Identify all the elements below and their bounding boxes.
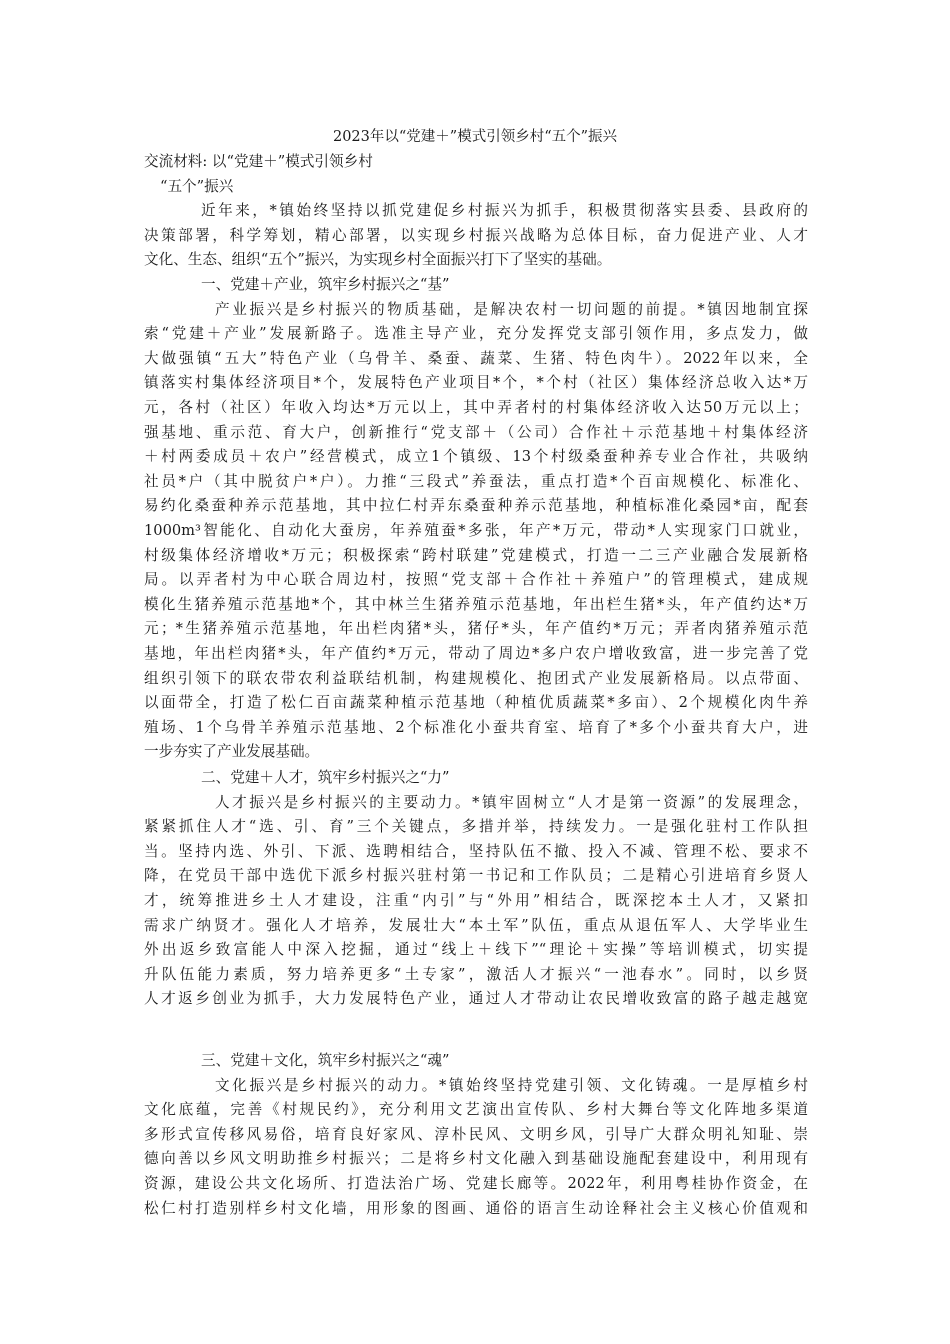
section-1-line: 局。以弄者村为中心联合周边村，按照“党支部＋合作社＋养殖户”的管理模式，建成规 bbox=[144, 571, 808, 589]
section-3-heading: 三、党建＋文化，筑牢乡村振兴之“魂” bbox=[201, 1052, 450, 1069]
section-3-line: 文化底蕴，完善《村规民约》，充分利用文艺演出宣传队、乡村大舞台等文化阵地多渠道 bbox=[144, 1101, 808, 1119]
section-3-line: 文化振兴是乡村振兴的动力。*镇始终坚持党建引领、文化铸魂。一是厚植乡村 bbox=[215, 1076, 808, 1094]
section-1-line: 元，各村（社区）年收入均达*万元以上，其中弄者村的村集体经济收入达50万元以上； bbox=[144, 398, 808, 416]
intro-label-line-1: 交流材料: 以“党建＋”模式引领乡村 bbox=[144, 153, 373, 170]
section-1-line: 模化生猪养殖示范基地*个，其中林兰生猪养殖示范基地，年出栏生猪*头，年产值约达*万 bbox=[144, 595, 808, 613]
section-1-line: ＋村两委成员＋农户”经营模式，成立1个镇级、13个村级桑蚕种养专业合作社，共吸纳 bbox=[144, 448, 808, 466]
section-1-line: 殖场、1个乌骨羊养殖示范基地、2个标准化小蚕共育室、培育了*多个小蚕共育大户，进 bbox=[144, 718, 808, 736]
section-1-line: 索“党建＋产业”发展新路子。选准主导产业，充分发挥党支部引领作用，多点发力，做 bbox=[144, 325, 808, 343]
section-2-line: 需求广纳贤才。强化人才培养，发展壮大“本土军”队伍，重点从退伍军人、大学毕业生 bbox=[144, 916, 808, 934]
section-3-line: 松仁村打造别样乡村文化墙，用形象的图画、通俗的语言生动诠释社会主义核心价值观和 bbox=[144, 1199, 808, 1217]
intro-paragraph-line: 决策部署，科学筹划，精心部署，以实现乡村振兴战略为总体目标，奋力促进产业、人才 bbox=[144, 226, 808, 244]
section-2-line: 外出返乡致富能人中深入挖掘，通过“线上＋线下”“理论＋实操”等培训模式，切实提 bbox=[144, 941, 808, 959]
section-3-line: 多形式宣传移风易俗，培育良好家风、淳朴民风、文明乡风，引导广大群众明礼知耻、崇 bbox=[144, 1125, 808, 1143]
section-1-line: 社员*户（其中脱贫户*户）。力推“三段式”养蚕法，重点打造*个百亩规模化、标准化、 bbox=[144, 472, 808, 490]
section-2-line: 紧紧抓住人才“选、引、育”三个关键点，多措并举，持续发力。一是强化驻村工作队担 bbox=[144, 818, 808, 836]
section-2-line: 人才振兴是乡村振兴的主要动力。*镇牢固树立“人才是第一资源”的发展理念， bbox=[215, 793, 808, 811]
section-1-line: 大做强镇“五大”特色产业（乌骨羊、桑蚕、蔬菜、生猪、特色肉牛）。2022年以来，全 bbox=[144, 349, 808, 367]
section-1-line: 基地，年出栏肉猪*头，年产值约*万元，带动了周边*多户农户增收致富，进一步完善了党 bbox=[144, 644, 808, 662]
section-1-line: 易约化桑蚕种养示范基地，其中拉仁村弄东桑蚕种养示范基地，种植标准化桑园*亩，配套 bbox=[144, 497, 808, 515]
section-3-line: 德向善以乡风文明助推乡村振兴；二是将乡村文化融入到基础设施配套建设中，利用现有 bbox=[144, 1150, 808, 1168]
section-2-line: 降，在党员干部中选优下派乡村振兴驻村第一书记和工作队员；二是精心引进培育乡贤人 bbox=[144, 867, 808, 885]
section-1-line: 产业振兴是乡村振兴的物质基础，是解决农村一切问题的前提。*镇因地制宜探 bbox=[215, 300, 808, 318]
section-1-line: 元；*生猪养殖示范基地，年出栏肉猪*头，猪仔*头，年产值约*万元；弄者肉猪养殖示范 bbox=[144, 620, 808, 638]
section-2 bbox=[144, 766, 808, 1012]
section-2-line: 升队伍能力素质，努力培养更多“土专家”，激活人才振兴“一池春水”。同时，以乡贤 bbox=[144, 965, 808, 983]
section-1-line: 强基地、重示范、育大户，创新推行“党支部＋（公司）合作社＋示范基地＋村集体经济 bbox=[144, 423, 808, 441]
section-2-heading: 二、党建＋人才，筑牢乡村振兴之“力” bbox=[201, 769, 450, 786]
intro-block bbox=[144, 150, 808, 273]
document-title: 2023年以“党建＋”模式引领乡村“五个”振兴 bbox=[332, 129, 618, 145]
section-1-line: 镇落实村集体经济项目*个，发展特色产业项目*个，*个村（社区）集体经济总收入达*万 bbox=[144, 374, 808, 392]
section-2-line: 人才返乡创业为抓手，大力发展特色产业，通过人才带动让农民增收致富的路子越走越宽 bbox=[144, 990, 808, 1008]
section-1-line: 组织引领下的联农带农利益联结机制，构建规模化、抱团式产业发展新格局。以点带面、 bbox=[144, 669, 808, 687]
section-3-line: 资源，建设公共文化场所、打造法治广场、党建长廊等。2022年，利用粤桂协作资金，在 bbox=[144, 1174, 808, 1192]
section-2-line: 当。坚持内选、外引、下派、选聘相结合，坚持队伍不撤、投入不减、管理不松、要求不 bbox=[144, 842, 808, 860]
intro-label-line-2: “五个”振兴 bbox=[160, 177, 234, 195]
section-2-line: 才，统筹推进乡土人才建设，注重“内引”与“外用”相结合，既深挖本土人才，又紧扣 bbox=[144, 891, 808, 909]
section-1-heading: 一、党建＋产业，筑牢乡村振兴之“基” bbox=[201, 276, 450, 293]
intro-paragraph-line: 近年来，*镇始终坚持以抓党建促乡村振兴为抓手，积极贯彻落实县委、县政府的 bbox=[201, 202, 808, 220]
intro-paragraph-line: 文化、生态、组织“五个”振兴，为实现乡村全面振兴打下了坚实的基础。 bbox=[144, 251, 612, 269]
section-1-line: 1000m³智能化、自动化大蚕房，年养殖蚕*多张，年产*万元，带动*人实现家门口就业， bbox=[144, 521, 808, 539]
section-1 bbox=[144, 273, 808, 765]
section-1-line: 一步夯实了产业发展基础。 bbox=[144, 743, 320, 761]
section-1-line: 以面带全，打造了松仁百亩蔬菜种植示范基地（种植优质蔬菜*多亩）、2个规模化肉牛养 bbox=[144, 694, 808, 712]
section-1-line: 村级集体经济增收*万元；积极探索“跨村联建”党建模式，打造一二三产业融合发展新格 bbox=[144, 546, 808, 564]
section-3 bbox=[144, 1049, 808, 1221]
